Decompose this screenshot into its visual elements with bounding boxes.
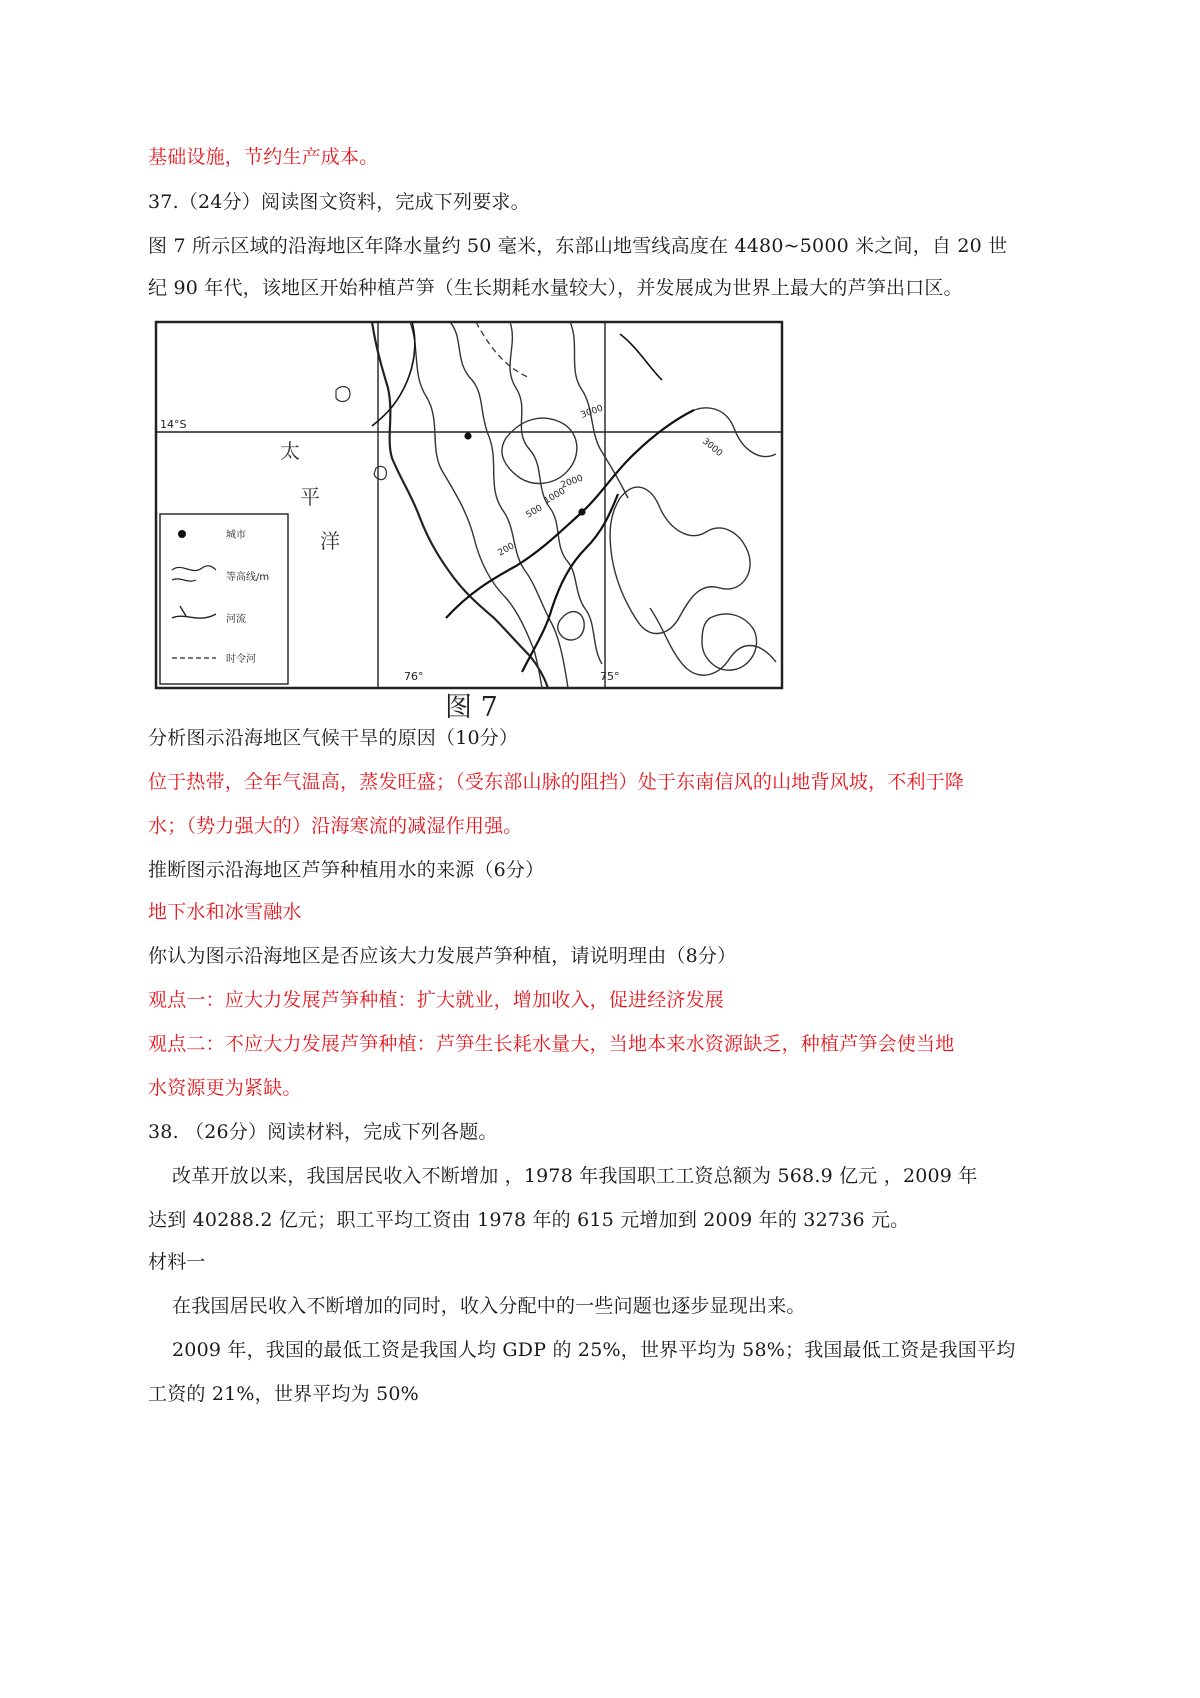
answer-37-sub-1: 水；（势力强大的）沿海寒流的减湿作用强。	[148, 815, 523, 837]
city-dot	[578, 508, 585, 515]
contour-label: 3000	[700, 436, 725, 460]
longitude-label: 75°	[600, 670, 620, 683]
question-38-heading: 38. （26分）阅读材料，完成下列各题。	[148, 1121, 498, 1143]
legend-label: 城市	[226, 530, 246, 541]
longitude-label: 76°	[404, 670, 424, 683]
answer-37-sub-1: 位于热带，全年气温高，蒸发旺盛；（受东部山脉的阻挡）处于东南信风的山地背风坡，不利于降	[148, 771, 965, 793]
material-one-text: 2009 年，我国的最低工资是我国人均 GDP 的 25%，世界平均为 58%；我国最低工资是我国平均	[172, 1339, 1016, 1361]
ocean-label: 洋	[320, 529, 340, 553]
question-37-sub-1: 分析图示沿海地区气候干旱的原因（10分）	[148, 727, 519, 749]
legend-label: 河流	[226, 614, 246, 625]
legend-label: 等高线/m	[226, 572, 270, 583]
question-37-sub-2: 推断图示沿海地区芦笋种植用水的来源（6分）	[148, 859, 545, 881]
question-37-material: 纪 90 年代，该地区开始种植芦笋（生长期耗水量较大），并发展成为世界上最大的芦笋出口区。	[148, 277, 963, 299]
city-dot	[178, 530, 186, 538]
answer-text-36-end: 基础设施，节约生产成本。	[148, 146, 379, 168]
question-38-material: 改革开放以来，我国居民收入不断增加 ，1978 年我国职工工资总额为 568.9 亿元 ，2009 年	[172, 1165, 978, 1187]
ocean-label: 太	[280, 439, 300, 463]
material-one-text: 在我国居民收入不断增加的同时，收入分配中的一些问题也逐步显现出来。	[172, 1295, 806, 1317]
material-one-text: 工资的 21%，世界平均为 50%	[148, 1383, 419, 1405]
question-38-material: 达到 40288.2 亿元；职工平均工资由 1978 年的 615 元增加到 2009 年的 32736 元。	[148, 1209, 910, 1231]
question-37-heading: 37.（24分）阅读图文资料，完成下列要求。	[148, 191, 530, 213]
answer-37-sub-3: 观点一：应大力发展芦笋种植：扩大就业，增加收入，促进经济发展	[148, 989, 725, 1011]
contour-label: 2000	[559, 473, 585, 491]
question-37-material: 图 7 所示区域的沿海地区年降水量约 50 毫米，东部山地雪线高度在 4480~5000 米之间，自 20 世	[148, 235, 1008, 257]
figure-7-map	[150, 318, 790, 710]
answer-37-sub-3: 观点二：不应大力发展芦笋种植：芦笋生长耗水量大，当地本来水资源缺乏，种植芦笋会使当地	[148, 1033, 955, 1055]
contour-label: 200	[496, 541, 517, 559]
contour-label: 500	[524, 503, 545, 521]
city-dot	[464, 432, 471, 439]
contour-label: 3000	[579, 403, 605, 421]
contour-label: 1000	[542, 486, 568, 507]
legend-box	[160, 514, 288, 684]
contour-map	[150, 318, 790, 698]
answer-37-sub-3: 水资源更为紧缺。	[148, 1077, 302, 1099]
ocean-label: 平	[300, 485, 320, 509]
legend-label: 时令河	[226, 654, 256, 665]
map-legend	[160, 514, 288, 684]
latitude-label: 14°S	[160, 418, 187, 431]
answer-37-sub-2: 地下水和冰雪融水	[148, 901, 302, 923]
question-37-sub-3: 你认为图示沿海地区是否应该大力发展芦笋种植，请说明理由（8分）	[148, 945, 737, 967]
material-one-label: 材料一	[148, 1251, 206, 1273]
figure-caption: 图 7	[445, 692, 498, 723]
